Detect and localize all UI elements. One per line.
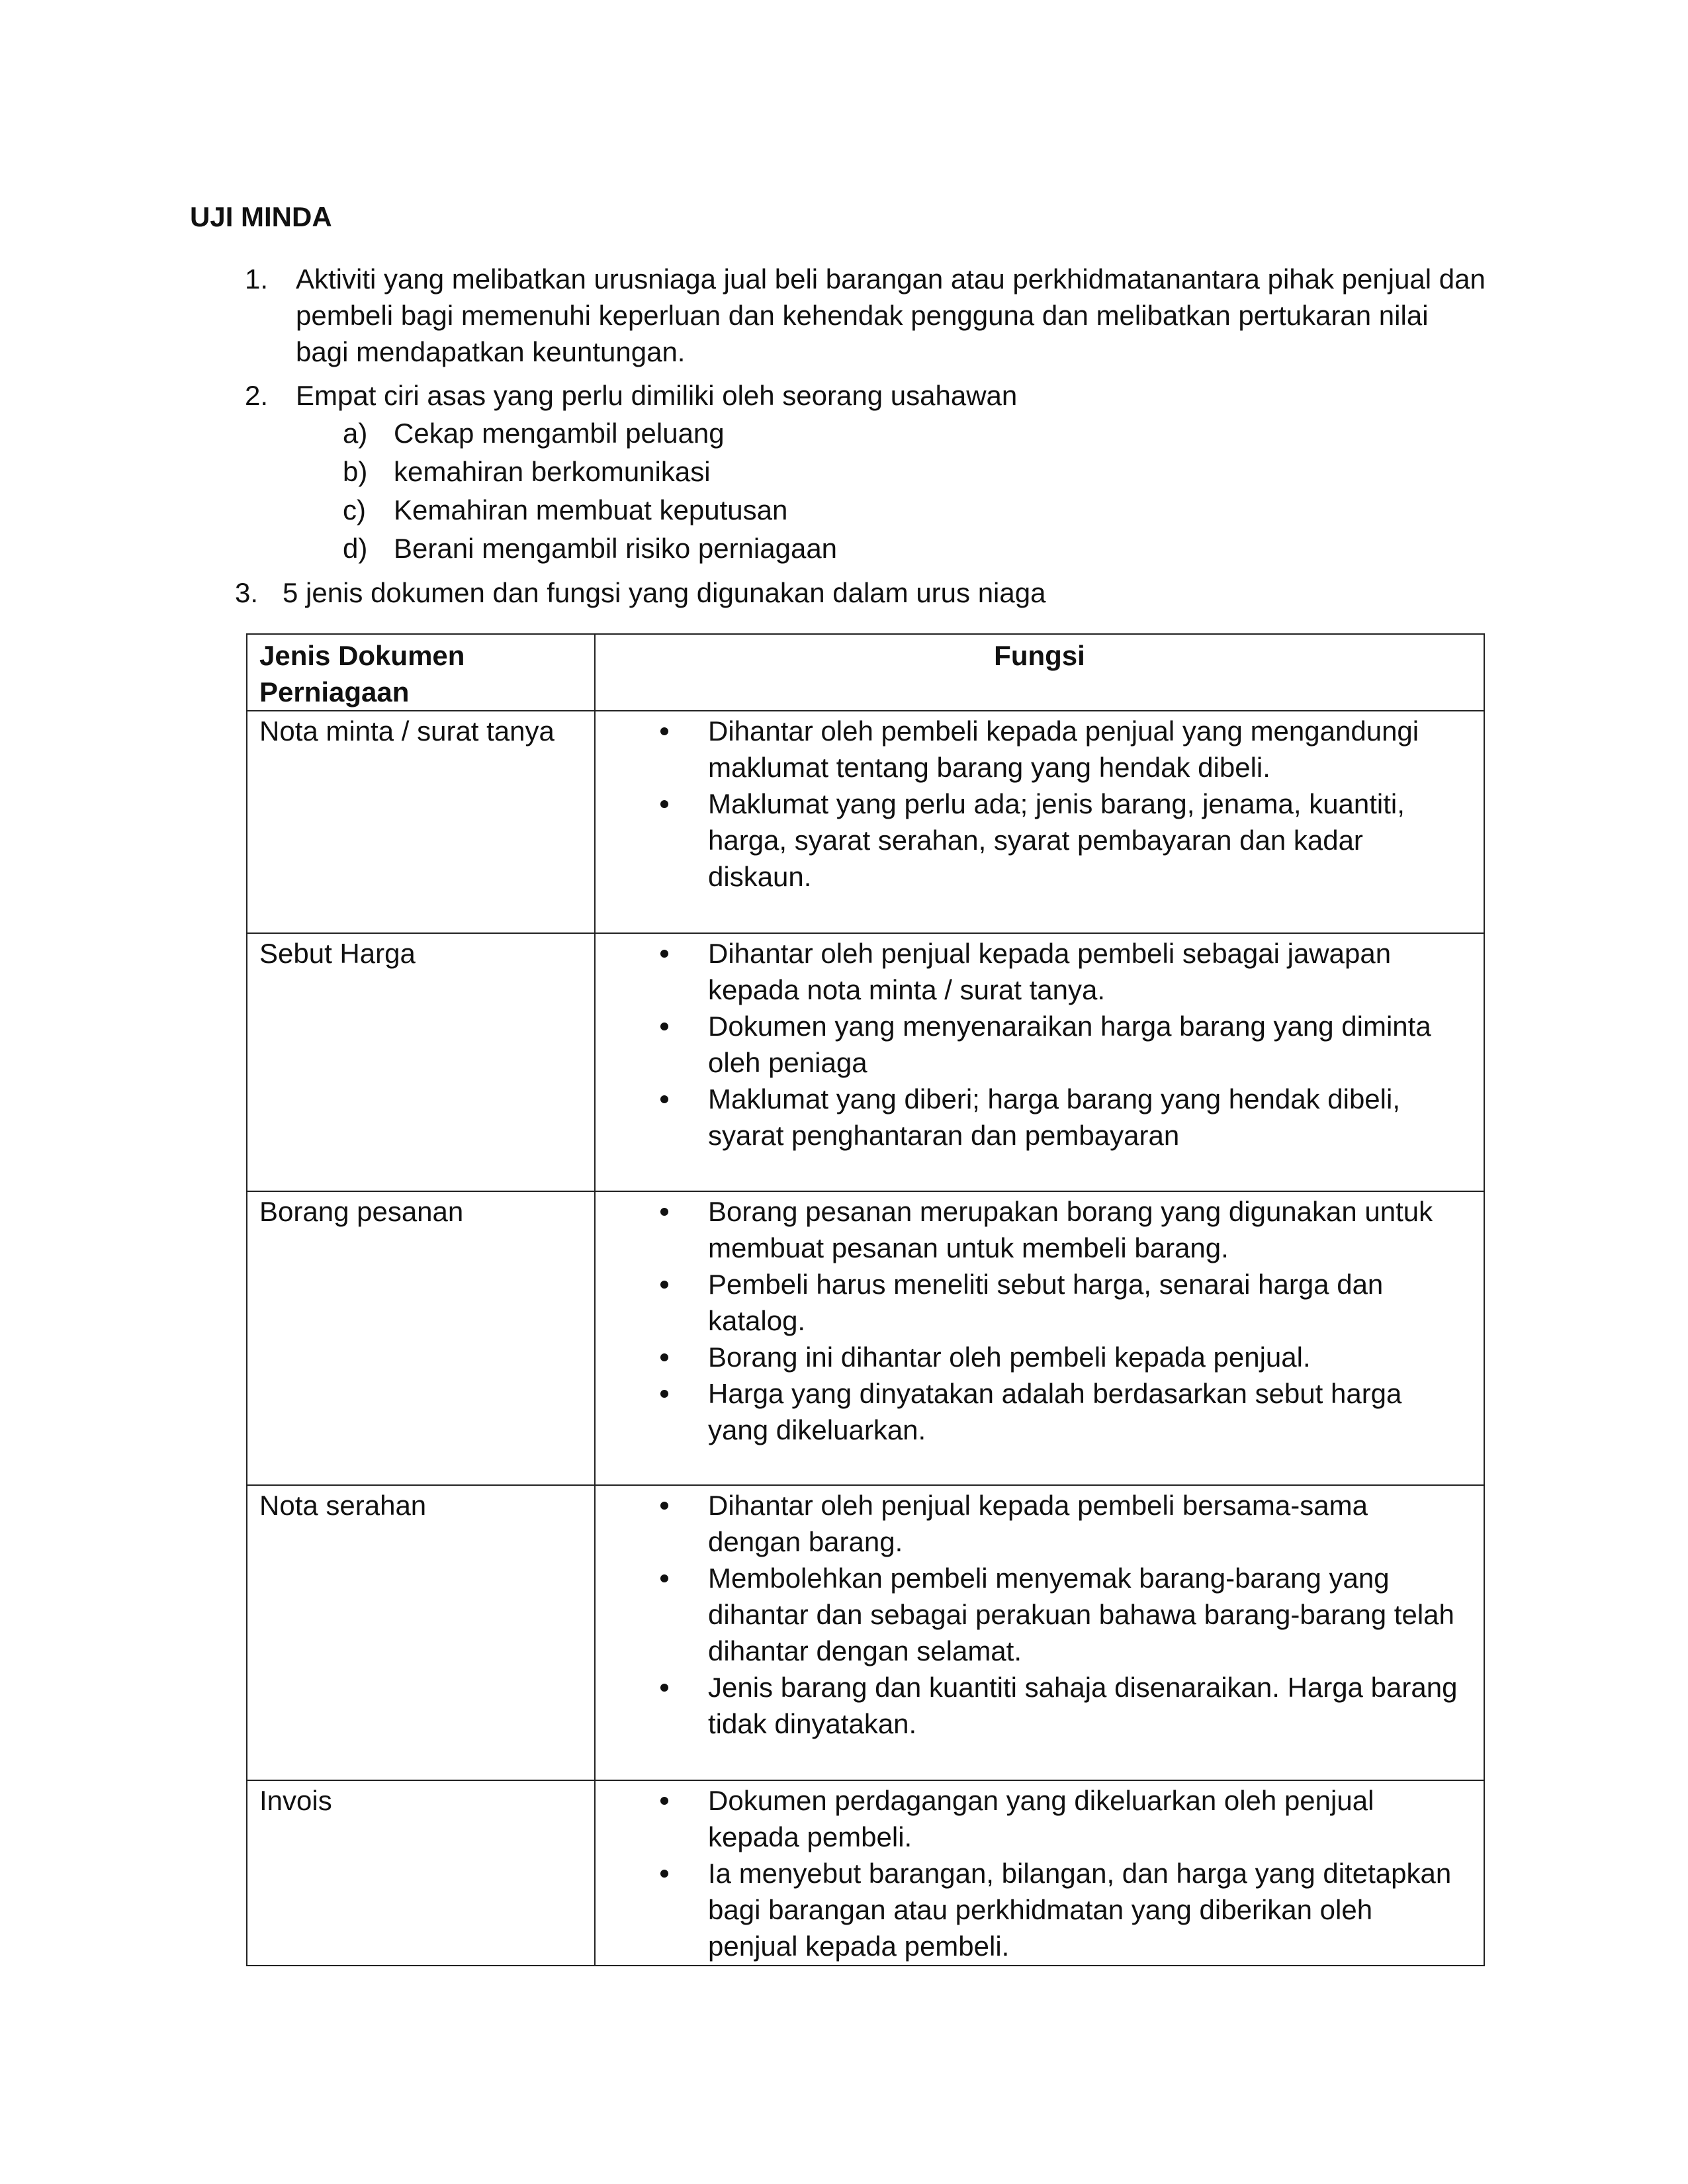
bullet-icon [660,1353,668,1361]
list-item-letter: d) [343,533,368,564]
table-row [247,1191,1484,1485]
function-text: Borang ini dihantar oleh pembeli kepada penjual. [708,1342,1311,1373]
function-text: Dihantar oleh penjual kepada pembeli sebagai jawapan kepada nota minta / surat tanya. [708,938,1392,1005]
function-text: Ia menyebut barangan, bilangan, dan harga yang ditetapkan bagi barangan atau perkhidmatan yang diberikan oleh penjual kepada pembeli. [708,1858,1452,1962]
function-text: Harga yang dinyatakan adalah berdasarkan sebut harga yang dikeluarkan. [708,1378,1402,1445]
bullet-icon [660,1095,668,1103]
header-document-type: Jenis Dokumen Perniagaan [247,634,595,711]
function-item [596,1782,1464,1855]
list-item-text: Cekap mengambil peluang [394,418,725,449]
function-item [596,1560,1464,1669]
function-item [596,1081,1464,1154]
bullet-icon [660,1870,668,1878]
list-item-letter: c) [343,494,366,525]
bullet-icon [660,1502,668,1510]
table-header-row [247,634,1484,711]
list-item-text: kemahiran berkomunikasi [394,456,711,487]
function-item [596,1669,1464,1742]
table-row [247,1780,1484,1966]
document-name: Borang pesanan [247,1191,595,1485]
function-text: Dihantar oleh pembeli kepada penjual yang mengandungi maklumat tentang barang yang hendak dibeli. [708,715,1419,783]
bullet-icon [660,950,668,958]
function-item [596,713,1464,786]
page-title: UJI MINDA [190,201,332,232]
function-text: Dihantar oleh penjual kepada pembeli bersama-sama dengan barang. [708,1490,1368,1557]
list-item-letter: b) [343,456,368,487]
question-2-number: 2. [245,380,269,411]
document-functions [595,933,1484,1191]
function-text: Dokumen perdagangan yang dikeluarkan oleh penjual kepada pembeli. [708,1785,1374,1852]
function-text: Jenis barang dan kuantiti sahaja disenaraikan. Harga barang tidak dinyatakan. [708,1672,1458,1739]
document-functions [595,1191,1484,1485]
bullet-icon [660,1390,668,1398]
list-item-letter: a) [343,418,368,449]
bullet-icon [660,800,668,808]
table-row [247,711,1484,933]
function-item [596,1375,1464,1448]
function-text: Membolehkan pembeli menyemak barang-barang yang dihantar dan sebagai perakuan bahawa barang-barang telah dihantar dengan selamat. [708,1563,1454,1666]
question-3-number: 3. [235,577,259,608]
function-text: Borang pesanan merupakan borang yang digunakan untuk membuat pesanan untuk membeli barang. [708,1196,1433,1263]
function-text: Pembeli harus meneliti sebut harga, senarai harga dan katalog. [708,1269,1384,1336]
bullet-icon [660,1574,668,1582]
function-text: Maklumat yang diberi; harga barang yang hendak dibeli, syarat penghantaran dan pembayaran [708,1083,1401,1151]
bullet-icon [660,1281,668,1289]
function-item [596,1339,1464,1375]
table-row [247,933,1484,1191]
question-1-answer: Aktiviti yang melibatkan urusniaga jual beli barangan atau perkhidmatanantara pihak penjual dan pembeli bagi memenuhi keperluan dan kehendak pengguna dan melibatkan pertukaran nilai bagi mendapatkan keuntungan. [296,263,1486,367]
list-item-text: Berani mengambil risiko perniagaan [394,533,838,564]
bullet-icon [660,1684,668,1692]
function-text: Dokumen yang menyenaraikan harga barang yang diminta oleh peniaga [708,1011,1431,1078]
function-item [596,1008,1464,1081]
bullet-icon [660,727,668,735]
document-name: Nota minta / surat tanya [247,711,595,933]
function-item [596,1855,1464,1964]
table-row [247,1485,1484,1780]
documents-table [246,633,1485,1966]
function-item [596,786,1464,895]
document-name: Nota serahan [247,1485,595,1780]
function-item [596,1193,1464,1266]
bullet-icon [660,1208,668,1216]
function-item [596,935,1464,1008]
function-item [596,1266,1464,1339]
document-name: Invois [247,1780,595,1966]
function-item [596,1487,1464,1560]
document-functions [595,1780,1484,1966]
question-1-number: 1. [245,263,269,295]
bullet-icon [660,1797,668,1805]
list-item-text: Kemahiran membuat keputusan [394,494,788,525]
header-function: Fungsi [595,634,1484,711]
function-text: Maklumat yang perlu ada; jenis barang, jenama, kuantiti, harga, syarat serahan, syarat pembayaran dan kadar diskaun. [708,788,1405,892]
question-2-answer: Empat ciri asas yang perlu dimiliki oleh seorang usahawan [296,380,1018,411]
bullet-icon [660,1023,668,1030]
document-name: Sebut Harga [247,933,595,1191]
document-functions [595,1485,1484,1780]
question-3-answer: 5 jenis dokumen dan fungsi yang digunakan dalam urus niaga [283,577,1046,608]
document-functions [595,711,1484,933]
